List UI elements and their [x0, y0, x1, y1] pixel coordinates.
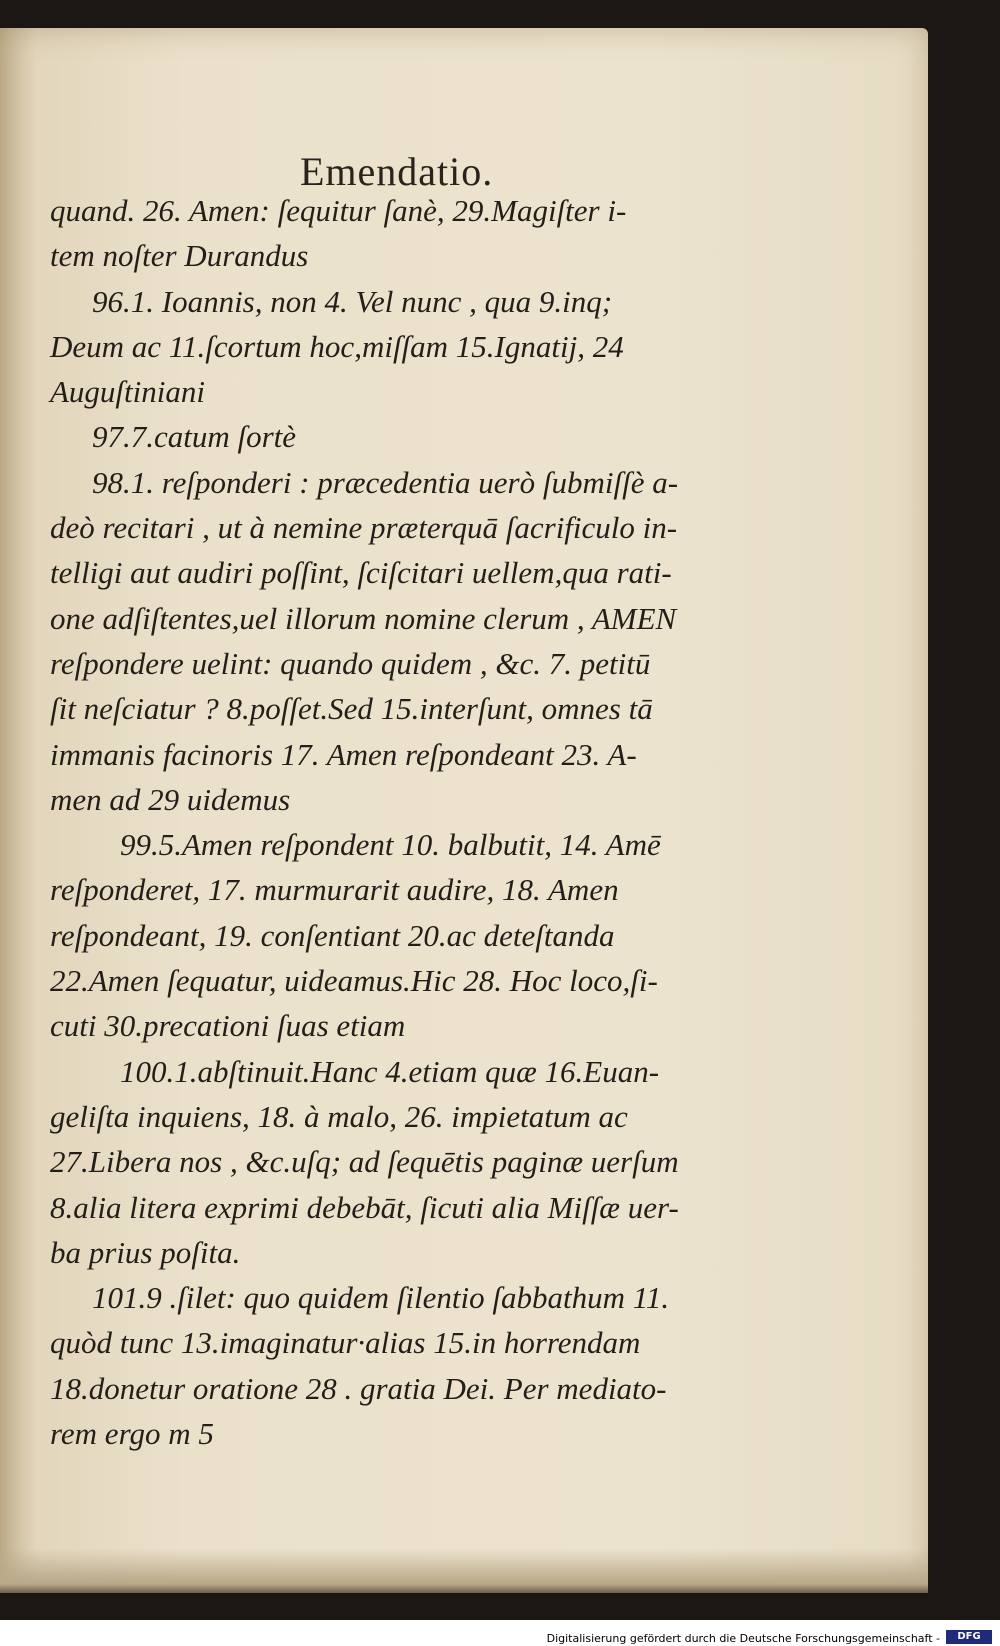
- text-line: 98.1. reſponderi : præcedentia uerò ſubmiſſè a-: [92, 464, 679, 500]
- text-line: tem noſter Durandus: [50, 238, 309, 274]
- text-line: rem ergo m 5: [50, 1416, 214, 1452]
- text-line: 99.5.Amen reſpondent 10. balbutit, 14. Amē: [120, 827, 661, 863]
- dfg-logo: DFG: [946, 1630, 992, 1644]
- text-line: Auguſtiniani: [50, 374, 205, 410]
- text-line: quòd tunc 13.imaginatur·alias 15.in horrendam: [50, 1325, 641, 1361]
- text-line: deò recitari , ut à nemine præterquā ſacrificulo in-: [50, 510, 678, 546]
- text-line: reſpondeant, 19. conſentiant 20.ac deteſtanda: [50, 917, 615, 953]
- funding-credit: Digitalisierung gefördert durch die Deutsche Forschungsgemeinschaft -: [546, 1632, 940, 1645]
- text-line: 96.1. Ioannis, non 4. Vel nunc , qua 9.inq;: [92, 283, 613, 319]
- text-line: reſponderet, 17. murmurarit audire, 18. Amen: [50, 872, 619, 908]
- text-line: ſit neſciatur ? 8.poſſet.Sed 15.interſunt, omnes tā: [50, 691, 653, 727]
- page-text: [50, 188, 750, 1456]
- text-line: men ad 29 uidemus: [50, 781, 291, 817]
- text-line: 27.Libera nos , &c.uſq; ad ſequētis paginæ uerſum: [50, 1144, 679, 1180]
- text-line: 22.Amen ſequatur, uideamus.Hic 28. Hoc loco,ſi-: [50, 963, 658, 999]
- text-line: 18.donetur oratione 28 . gratia Dei. Per mediato-: [50, 1370, 667, 1406]
- text-line: 97.7.catum ſortè: [92, 419, 297, 455]
- text-line: telligi aut audiri poſſint, ſciſcitari uellem,qua rati-: [50, 555, 672, 591]
- text-line: cuti 30.precationi ſuas etiam: [50, 1008, 406, 1044]
- text-line: one adſiſtentes,uel illorum nomine clerum , AMEN: [50, 600, 677, 636]
- text-line: immanis facinoris 17. Amen reſpondeant 23. A-: [50, 736, 637, 772]
- text-line: reſpondere uelint: quando quidem , &c. 7. petitū: [50, 645, 651, 681]
- text-line: 8.alia litera exprimi debebāt, ſicuti alia Miſſæ uer-: [50, 1189, 679, 1225]
- text-line: 100.1.abſtinuit.Hanc 4.etiam quæ 16.Euan-: [120, 1053, 660, 1089]
- text-line: 101.9 .ſilet: quo quidem ſilentio ſabbathum 11.: [92, 1280, 670, 1316]
- text-line: ba prius poſita.: [50, 1234, 241, 1270]
- text-line: geliſta inquiens, 18. à malo, 26. impietatum ac: [50, 1098, 628, 1134]
- text-line: quand. 26. Amen: ſequitur ſanè, 29.Magiſter i-: [50, 193, 627, 228]
- text-line: Deum ac 11.ſcortum hoc,miſſam 15.Ignatij, 24: [50, 328, 624, 364]
- running-head: Emendatio.: [300, 149, 494, 194]
